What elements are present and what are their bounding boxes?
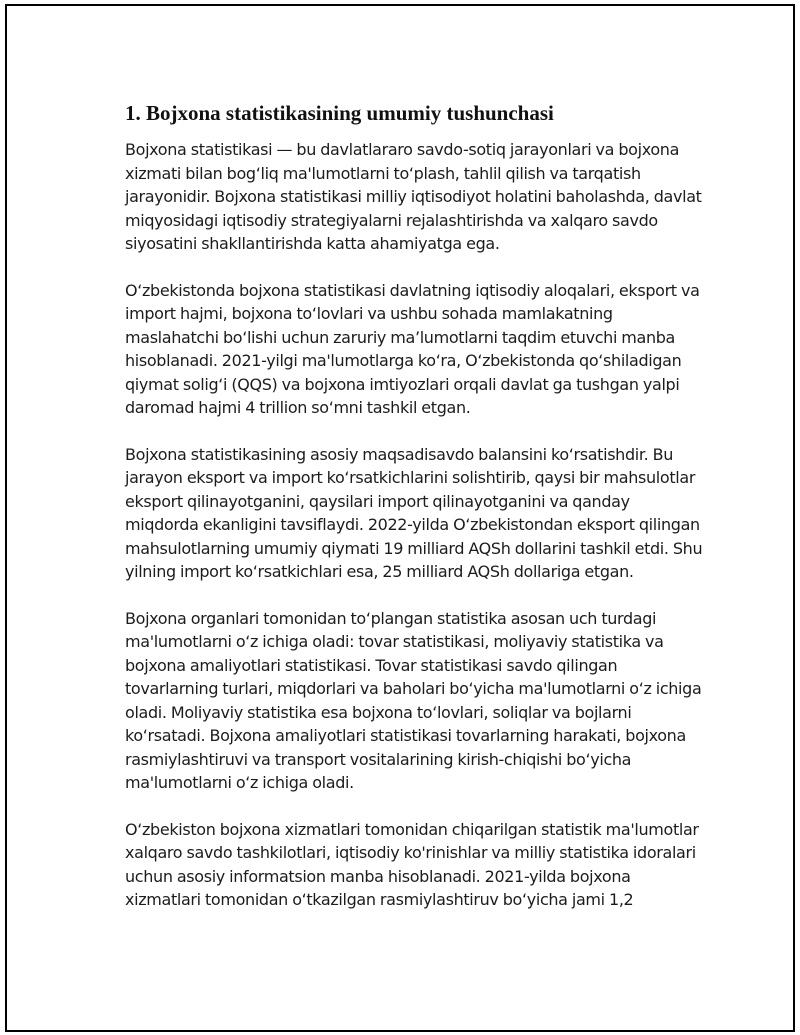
paragraph-definition: Bojxona statistikasi — bu davlatlararo savdo-sotiq jarayonlari va bojxona xizmati bilan bog‘liq ma'lumotlarni to‘plash, tahlil qilish va tarqatish jarayonidir. Bojxona statistikasi milliy iqtisodiyot holatini baholashda, davlat miqyosidagi iqtisodiy strategiyalarni rejalashtirishda va xalqaro savdo siyosatini shakllantirishda katta ahamiyatga ega. [125, 140, 702, 253]
paragraph-trade-balance: Bojxona statistikasining asosiy maqsadisavdo balansini ko‘rsatishdir. Bu jarayon eksport va import ko‘rsatkichlarini solishtirib, qaysi bir mahsulotlar eksport qilinayotganini, qaysilari import qilinayotganini va qanday miqdorda ekanligini tavsiflaydi. 2022-yilda O‘zbekistondan eksport qilingan mahsulotlarning umumiy qiymati 19 milliard AQSh dollarini tashkil etdi. Shu yilning import ko‘rsatkichlari esa, 25 milliard AQSh dollariga etgan. [125, 444, 703, 581]
section-heading: 1. Bojxona statistikasining umumiy tushunchasi [125, 101, 554, 125]
paragraph-uzbekistan-role: O‘zbekistonda bojxona statistikasi davlatning iqtisodiy aloqalari, eksport va import hajmi, bojxona to‘lovlari va ushbu sohada mamlakatning maslahatchi bo‘lishi uchun zaruriy ma’lumotlarni taqdim etuvchi manba hisoblanadi. 2021-yilgi ma'lumotlarga ko‘ra, O‘zbekistonda qo‘shiladigan qiymat solig‘i (QQS) va bojxona imtiyozlari orqali davlat ga tushgan yalpi daromad hajmi 4 trillion so‘mni tashkil etgan. [125, 280, 700, 417]
page-frame [5, 4, 795, 1032]
paragraph-statistics-types: Bojxona organlari tomonidan to‘plangan statistika asosan uch turdagi ma'lumotlarni o‘z ichiga oladi: tovar statistikasi, moliyaviy statistika va bojxona amaliyotlari statistikasi. Tovar statistikasi savdo qilingan tovarlarning turlari, miqdorlari va baholari bo‘yicha ma'lumotlarni o‘z ichiga oladi. Moliyaviy statistika esa bojxona to‘lovlari, soliqlar va bojlarni ko‘rsatadi. Bojxona amaliyotlari statistikasi tovarlarning harakati, bojxona rasmiylashtiruvi va transport vositalarining kirish-chiqishi bo‘yicha ma'lumotlarni o‘z ichiga oladi. [125, 608, 702, 792]
paragraph-information-source: O‘zbekiston bojxona xizmatlari tomonidan chiqarilgan statistik ma'lumotlar xalqaro savdo tashkilotlari, iqtisodiy ko'rinishlar va milliy statistika idoralari uchun asosiy informatsion manba hisoblanadi. 2021-yilda bojxona xizmatlari tomonidan o‘tkazilgan rasmiylashtiruv bo‘yicha jami 1,2 [125, 819, 699, 909]
document-body [125, 100, 705, 935]
